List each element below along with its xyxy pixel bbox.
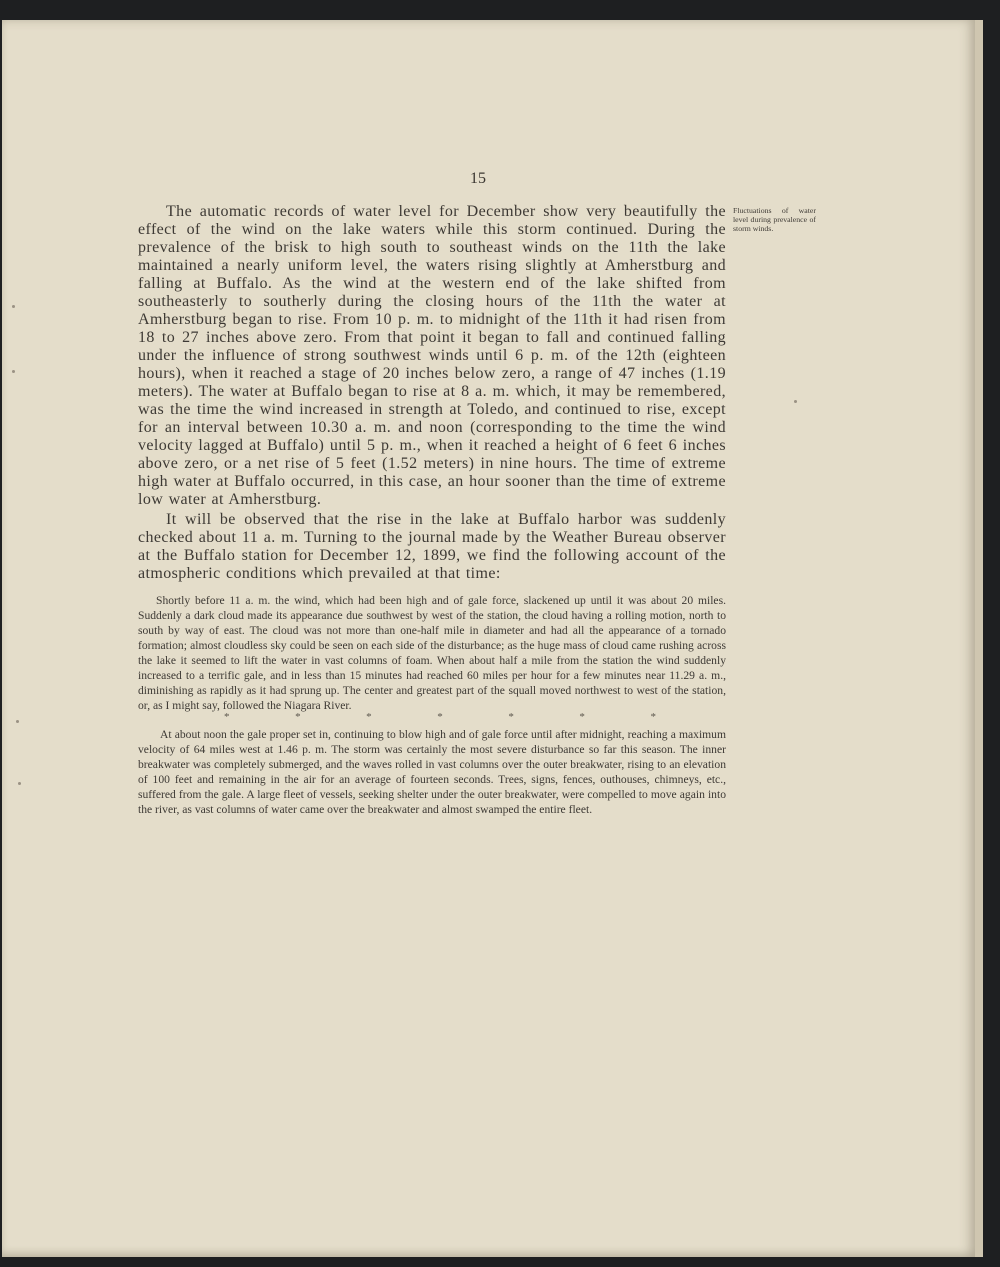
star: *: [508, 711, 514, 723]
page-edge: [975, 20, 983, 1257]
paper-speck: [12, 305, 15, 308]
paper-speck: [18, 782, 21, 785]
paragraph-journal-intro: It will be observed that the rise in the lake at Buffalo harbor was suddenly checked about 11 a. m. Turning to the journal made by the Weather Bureau observer at the Buffalo station for December 12, 1899, we find the following account of the atmospheric conditions which prevailed at that time:: [138, 511, 726, 582]
star: *: [295, 711, 301, 723]
star: *: [437, 711, 443, 723]
star: *: [366, 711, 372, 723]
quoted-journal-squall: Shortly before 11 a. m. the wind, which had been high and of gale force, slackened up until it was about 20 miles. Suddenly a dark cloud made its appearance due southwest by west of the station, the cloud having a rolling motion, north to south by way of east. The cloud was not more than one-half mile in diameter and had all the appearance of a tornado formation; almost cloudless sky could be seen on each side of the disturbance; as the huge mass of cloud came rushing across the lake it seemed to lift the water in vast columns of foam. When about half a mile from the station the wind suddenly increased to a terrific gale, and in less than 15 minutes had reached 60 miles per hour for a few minutes near 11.29 a. m., diminishing as rapidly as it had sprung up. The center and greatest part of the squall moved northwest to west of the station, or, as I might say, followed the Niagara River.: [138, 594, 726, 712]
ellipsis-stars: [138, 711, 726, 724]
margin-note: Fluctuations of water level during prevalence of storm winds.: [733, 206, 816, 233]
body-text: [138, 203, 726, 817]
paper-speck: [16, 720, 19, 723]
star: *: [224, 711, 230, 723]
paper-speck: [12, 370, 15, 373]
paragraph-water-records: The automatic records of water level for December show very beautifully the effect of the wind on the lake waters while this storm continued. During the prevalence of the brisk to high south to southeast winds on the 11th the lake maintained a nearly uniform level, the waters rising slightly at Amherstburg and falling at Buffalo. As the wind at the western end of the lake shifted from southeasterly to southerly during the closing hours of the 11th the water at Amherstburg began to rise. From 10 p. m. to midnight of the 11th it had risen from 18 to 27 inches above zero. From that point it began to fall and continued falling under the influence of strong southwest winds until 6 p. m. of the 12th (eighteen hours), when it reached a stage of 20 inches below zero, a range of 47 inches (1.19 meters). The water at Buffalo began to rise at 8 a. m. which, it may be remembered, was the time the wind increased in strength at Toledo, and continued to rise, except for an interval between 10.30 a. m. and noon (corresponding to the time the wind velocity lagged at Buffalo) until 5 p. m., when it reached a height of 6 feet 6 inches above zero, or a net rise of 5 feet (1.52 meters) in nine hours. The time of extreme high water at Buffalo occurred, in this case, an hour sooner than the time of extreme low water at Amherstburg.: [138, 203, 726, 508]
paper-speck: [794, 400, 797, 403]
quoted-journal-gale: At about noon the gale proper set in, continuing to blow high and of gale force until after midnight, reaching a maximum velocity of 64 miles west at 1.46 p. m. The storm was certainly the most severe disturbance so far this season. The inner breakwater was completely submerged, and the waves rolled in vast columns over the outer breakwater, rising to an elevation of 100 feet and remaining in the air for an average of fourteen seconds. Trees, signs, fences, outhouses, chimneys, etc., suffered from the gale. A large fleet of vessels, seeking shelter under the outer breakwater, were compelled to move again into the river, as vast columns of water came over the breakwater and almost swamped the entire fleet.: [138, 728, 726, 816]
star: *: [579, 711, 585, 723]
star: *: [650, 711, 656, 723]
page-number: 15: [470, 170, 486, 187]
